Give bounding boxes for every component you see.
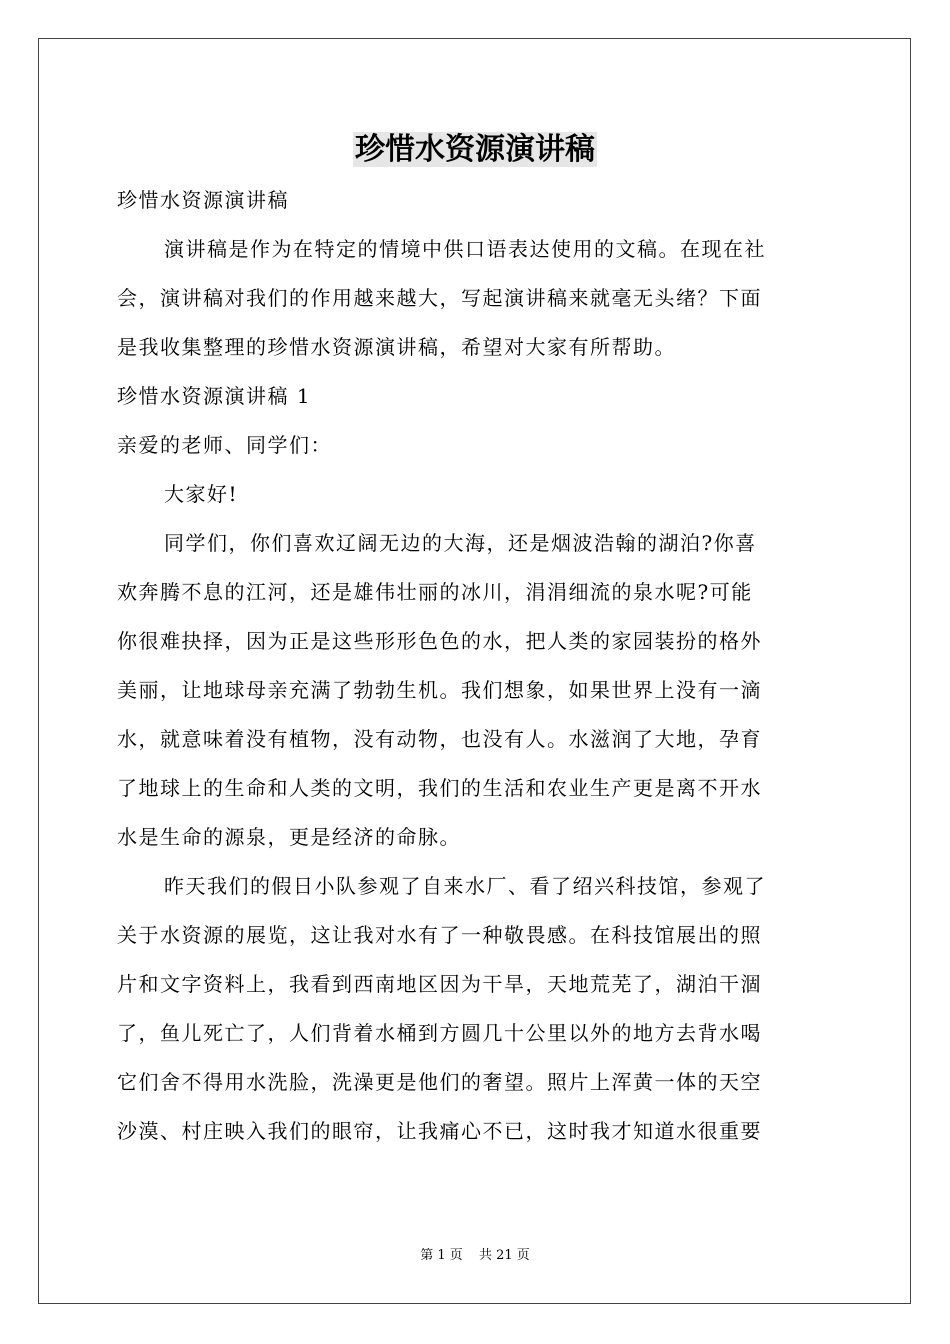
- text-line: 珍惜水资源演讲稿: [117, 188, 289, 212]
- text-line: 关于水资源的展览，这让我对水有了一种敬畏感。在科技馆展出的照: [117, 923, 762, 947]
- text-line: 了，鱼儿死亡了，人们背着水桶到方圆几十公里以外的地方去背水喝: [117, 1021, 762, 1045]
- text-line: 演讲稿是作为在特定的情境中供口语表达使用的文稿。在现在社: [164, 237, 766, 261]
- text-line: 片和文字资料上，我看到西南地区因为干旱，天地荒芜了，湖泊干涸: [117, 972, 762, 996]
- text-line: 亲爱的老师、同学们：: [117, 433, 332, 457]
- text-line: 沙漠、村庄映入我们的眼帘，让我痛心不已，这时我才知道水很重要: [117, 1119, 762, 1143]
- text-line: 它们舍不得用水洗脸，洗澡更是他们的奢望。照片上浑黄一体的天空: [117, 1070, 762, 1094]
- page-footer: [0, 1246, 950, 1266]
- text-line: 珍惜水资源演讲稿 1: [117, 384, 312, 408]
- text-line: 大家好!: [164, 482, 239, 506]
- text-line: 同学们，你们喜欢辽阔无边的大海，还是烟波浩翰的湖泊?你喜: [164, 531, 757, 555]
- text-line: 了地球上的生命和人类的文明，我们的生活和农业生产更是离不开水: [117, 776, 762, 800]
- text-line: 会，演讲稿对我们的作用越来越大，写起演讲稿来就毫无头绪？下面: [117, 286, 762, 310]
- text-line: 欢奔腾不息的江河，还是雄伟壮丽的冰川，涓涓细流的泉水呢?可能: [117, 580, 753, 604]
- text-line: 水是生命的源泉，更是经济的命脉。: [117, 825, 461, 849]
- text-line: 水，就意味着没有植物，没有动物，也没有人。水滋润了大地，孕育: [117, 727, 762, 751]
- document-title: [0, 124, 950, 176]
- text-line: 是我收集整理的珍惜水资源演讲稿，希望对大家有所帮助。: [117, 335, 676, 359]
- page-total: 共 21 页: [478, 1248, 530, 1263]
- document-title-text: 珍惜水资源演讲稿: [355, 132, 595, 167]
- page-number: 第 1 页: [420, 1248, 463, 1263]
- text-line: 你很难抉择，因为正是这些形形色色的水，把人类的家园装扮的格外: [117, 629, 762, 653]
- text-line: 美丽，让地球母亲充满了勃勃生机。我们想象，如果世界上没有一滴: [117, 678, 762, 702]
- text-line: 昨天我们的假日小队参观了自来水厂、看了绍兴科技馆，参观了: [164, 874, 766, 898]
- document-body: [117, 176, 835, 1156]
